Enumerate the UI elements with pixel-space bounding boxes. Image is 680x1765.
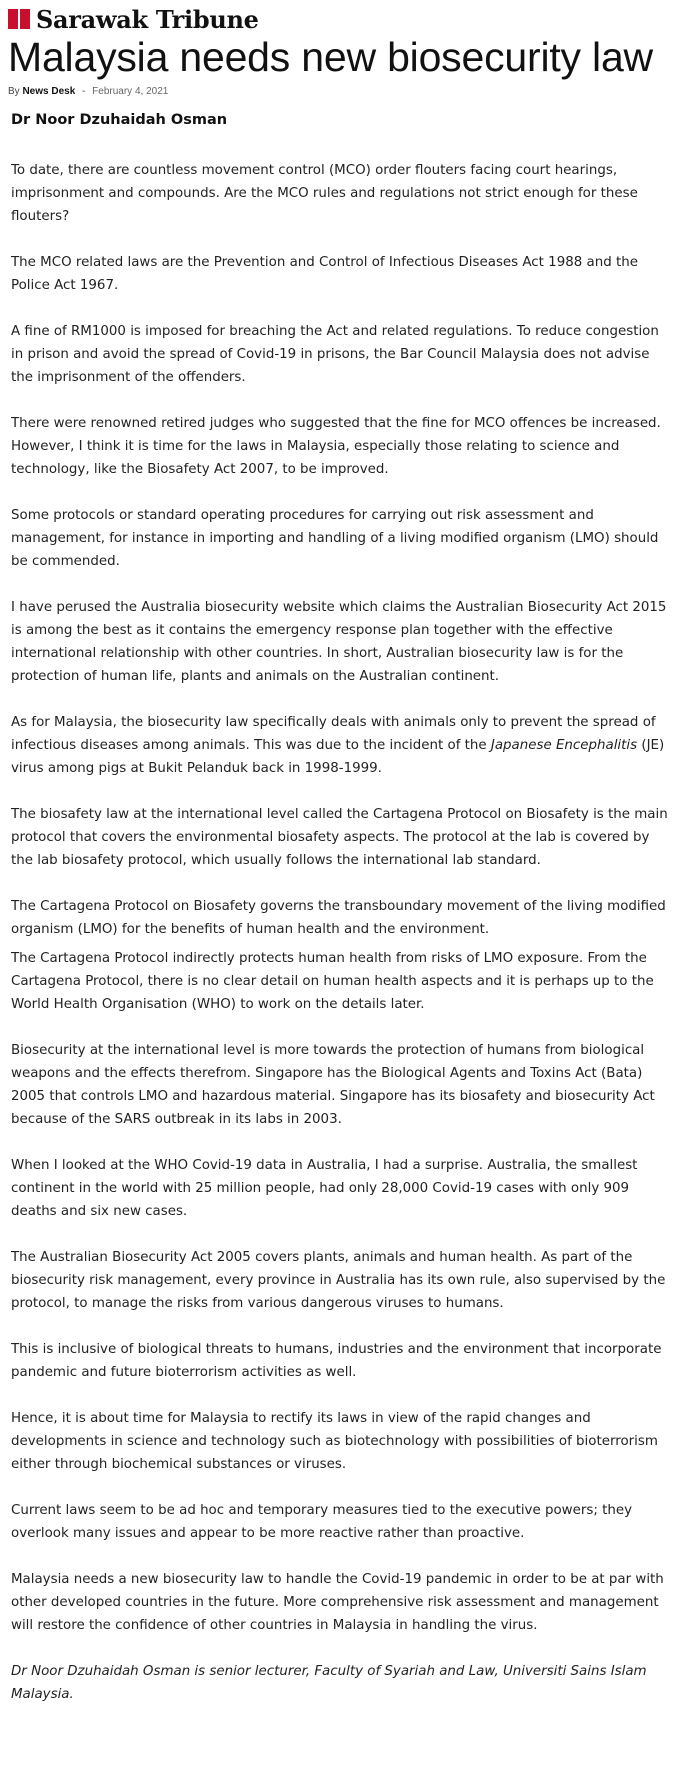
author-note [11,1660,669,1706]
site-name: Sarawak Tribune [36,4,259,34]
paragraph-italic: Japanese Encephalitis [490,738,638,753]
paragraph: This is inclusive of biological threats to humans, industries and the environment that incorporate pandemic and future bioterrorism activities as well. [11,1342,662,1380]
paragraph: The biosafety law at the international level called the Cartagena Protocol on Biosafety is the main protocol that covers the environmental biosafety aspects. The protocol at the lab is covered by the lab biosafety protocol, which usually follows the international lab standard. [11,807,668,868]
paragraph: To date, there are countless movement control (MCO) order flouters facing court hearings, imprisonment and compounds. Are the MCO rules and regulations not strict enough for these flouters? [11,163,638,224]
site-masthead[interactable] [8,6,259,32]
paragraph: When I looked at the WHO Covid-19 data in Australia, I had a surprise. Australia, the smallest continent in the world with 25 million people, had only 28,000 Covid-19 cases with only 909 deaths and six new cases. [11,1158,638,1219]
paragraph: The Cartagena Protocol indirectly protects human health from risks of LMO exposure. From the Cartagena Protocol, there is no clear detail on human health aspects and it is perhaps up to the World Health Organisation (WHO) to work on the details later. [11,951,654,1012]
paragraph: Some protocols or standard operating procedures for carrying out risk assessment and management, for instance in importing and handling of a living modified organism (LMO) should be commended. [11,508,659,569]
article-body [11,159,669,1729]
article-meta [8,86,168,97]
meta-separator: - [82,86,86,97]
meta-date: February 4, 2021 [92,86,169,97]
paragraph: The Cartagena Protocol on Biosafety governs the transboundary movement of the living modified organism (LMO) for the benefits of human health and the environment. [11,899,666,937]
logo-icon [8,9,30,29]
paragraph: Current laws seem to be ad hoc and temporary measures tied to the executive powers; they overlook many issues and appear to be more reactive rather than proactive. [11,1503,632,1541]
article-byline: Dr Noor Dzuhaidah Osman [11,112,228,128]
paragraph: The Australian Biosecurity Act 2005 covers plants, animals and human health. As part of the biosecurity risk management, every province in Australia has its own rule, also supervised by the protocol, to manage the risks from various dangerous viruses to humans. [11,1250,666,1311]
paragraph: A fine of RM1000 is imposed for breaching the Act and related regulations. To reduce congestion in prison and avoid the spread of Covid-19 in prisons, the Bar Council Malaysia does not advise the imprisonment of the offenders. [11,324,659,385]
paragraph [11,711,669,780]
article-title: Malaysia needs new biosecurity law [8,34,653,80]
paragraph-text: As for Malaysia, the biosecurity law specifically deals with animals only to prevent the spread of infectious diseases among animals. This was due to the incident of the [11,715,656,753]
meta-author-link[interactable]: News Desk [22,86,76,97]
meta-by: By [8,86,20,97]
paragraph: Biosecurity at the international level is more towards the protection of humans from biological weapons and the effects therefrom. Singapore has the Biological Agents and Toxins Act (Bata) 2005 that controls LMO and hazardous material. Singapore has its biosafety and biosecurity Act because of the SARS outbreak in its labs in 2003. [11,1043,655,1127]
paragraph: I have perused the Australia biosecurity website which claims the Australian Biosecurity Act 2015 is among the best as it contains the emergency response plan together with the effective international relationship with other countries. In short, Australian biosecurity law is for the protection of human life, plants and animals on the Australian continent. [11,600,667,684]
paragraph-text: (JE) virus among pigs at Bukit Pelanduk back in 1998-1999. [11,738,665,776]
paragraph: The MCO related laws are the Prevention and Control of Infectious Diseases Act 1988 and the Police Act 1967. [11,255,638,293]
paragraph: There were renowned retired judges who suggested that the fine for MCO offences be increased. However, I think it is time for the laws in Malaysia, especially those relating to science and technology, like the Biosafety Act 2007, to be improved. [11,416,661,477]
paragraph: Malaysia needs a new biosecurity law to handle the Covid-19 pandemic in order to be at par with other developed countries in the future. More comprehensive risk assessment and management will restore the confidence of other countries in Malaysia in handling the virus. [11,1572,664,1633]
paragraph: Hence, it is about time for Malaysia to rectify its laws in view of the rapid changes and developments in science and technology such as biotechnology with possibilities of bioterrorism either through biochemical substances or viruses. [11,1411,658,1472]
author-note-text: Dr Noor Dzuhaidah Osman is senior lecturer, Faculty of Syariah and Law, Universiti Sains Islam Malaysia. [11,1664,647,1702]
